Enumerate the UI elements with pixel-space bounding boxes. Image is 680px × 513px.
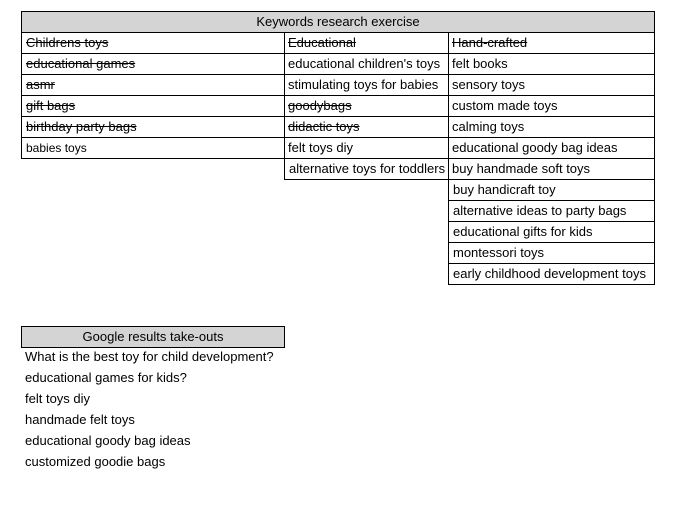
keyword-cell: asmr — [21, 75, 285, 96]
keyword-cell: stimulating toys for babies — [284, 75, 449, 96]
keyword-cell: early childhood development toys — [448, 264, 655, 285]
keyword-cell: Hand-crafted — [448, 33, 655, 54]
keyword-cell: babies toys — [21, 138, 285, 159]
google-section-title: Google results take-outs — [21, 326, 285, 348]
google-takeout-item: educational goody bag ideas — [25, 433, 191, 448]
google-takeout-item: What is the best toy for child development? — [25, 349, 274, 364]
keyword-cell: calming toys — [448, 117, 655, 138]
keyword-cell: gift bags — [21, 96, 285, 117]
google-takeout-item: handmade felt toys — [25, 412, 135, 427]
google-takeout-item: felt toys diy — [25, 391, 91, 406]
keyword-cell: custom made toys — [448, 96, 655, 117]
keyword-cell: didactic toys — [284, 117, 449, 138]
keyword-cell: Childrens toys — [21, 33, 285, 54]
keyword-cell: buy handicraft toy — [448, 180, 655, 201]
keyword-cell: alternative ideas to party bags — [448, 201, 655, 222]
keyword-cell: educational children's toys — [284, 54, 449, 75]
keyword-cell: educational goody bag ideas — [448, 138, 655, 159]
keyword-cell: Educational — [284, 33, 449, 54]
keyword-cell: montessori toys — [448, 243, 655, 264]
keyword-cell: educational gifts for kids — [448, 222, 655, 243]
keyword-cell: birthday party bags — [21, 117, 285, 138]
keyword-cell: felt books — [448, 54, 655, 75]
keyword-cell: buy handmade soft toys — [448, 159, 655, 180]
google-takeout-item: educational games for kids? — [25, 370, 187, 385]
keyword-cell: felt toys diy — [284, 138, 449, 159]
keywords-section-title: Keywords research exercise — [21, 11, 655, 33]
keyword-cell: alternative toys for toddlers — [284, 159, 449, 180]
google-takeout-item: customized goodie bags — [25, 454, 166, 469]
keyword-cell: sensory toys — [448, 75, 655, 96]
keyword-cell: goodybags — [284, 96, 449, 117]
keyword-cell: educational games — [21, 54, 285, 75]
